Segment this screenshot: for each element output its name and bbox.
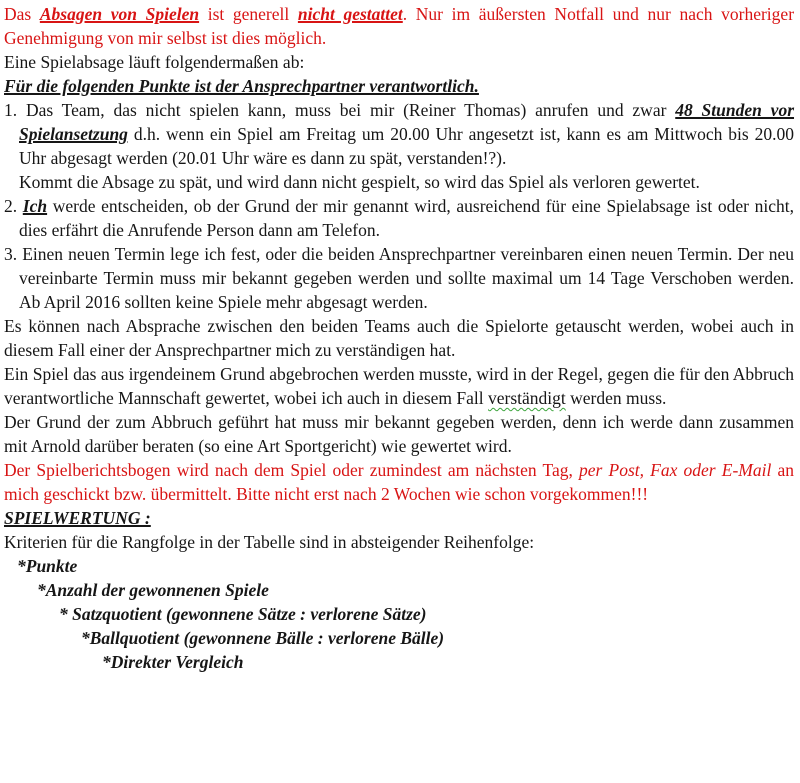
text-run: Eine Spielabsage läuft folgendermaßen ab: bbox=[4, 52, 305, 72]
text-run: 48 Stunden vor Spielansetzung bbox=[19, 100, 795, 144]
paragraph-venue-swap bbox=[4, 314, 794, 362]
paragraph-ranking-criteria-intro bbox=[4, 530, 794, 554]
criteria-item-satzquotient bbox=[4, 602, 794, 626]
text-run: 3. Einen neuen Termin lege ich fest, oder die beiden Ansprechpartner vereinbaren einen neuen Termin. Der neu vereinbarte Termin muss mir bekannt gegeben werden und sollte maximal um 14 Tage Verschoben werden. Ab April 2016 sollten keine Spiele mehr abgesagt werden. bbox=[4, 244, 794, 312]
list-item-3-new-date bbox=[4, 242, 794, 314]
text-run: an mich geschickt bzw. übermittelt. Bitte nicht erst nach 2 Wochen wie schon vorgekommen!!! bbox=[4, 460, 795, 504]
text-run: Das bbox=[4, 4, 40, 24]
text-run: *Ballquotient (gewonnene Bälle : verlorene Bälle) bbox=[81, 628, 445, 648]
list-item-1-call-deadline bbox=[4, 98, 794, 194]
text-run: nicht gestattet bbox=[297, 4, 403, 24]
text-run: Kriterien für die Rangfolge in der Tabelle sind in absteigender Reihenfolge: bbox=[4, 532, 535, 552]
text-run: verständigt bbox=[488, 388, 566, 408]
text-run: Ein Spiel das aus irgendeinem Grund abgebrochen werden musste, wird in der Regel, gegen die für den Abbruch verantwortliche Mannschaft gewertet, wobei ich auch in diesem Fall bbox=[4, 364, 794, 408]
text-run: ist generell bbox=[199, 4, 298, 24]
text-run: 1. Das Team, das nicht spielen kann, muss bei mir (Reiner Thomas) anrufen und zwar bbox=[4, 100, 676, 120]
text-run: werden muss. bbox=[565, 388, 667, 408]
text-run: Der Grund der zum Abbruch geführt hat muss mir bekannt gegeben werden, denn ich werde dann zusammen mit Arnold darüber beraten (so eine Art Sportgericht) wie gewertet wird. bbox=[4, 412, 794, 456]
paragraph-procedure-intro bbox=[4, 50, 794, 74]
criteria-item-gewonnene-spiele bbox=[4, 578, 794, 602]
text-run: Für die folgenden Punkte ist der Ansprechpartner verantwortlich. bbox=[4, 76, 479, 96]
text-run: per Post, Fax oder E-Mail bbox=[579, 460, 772, 480]
text-run: Ich bbox=[22, 196, 48, 216]
text-run: d.h. wenn ein Spiel am Freitag um 20.00 Uhr angesetzt ist, kann es am Mittwoch bis 20.00 Uhr abgesagt werden (20.01 Uhr wäre es dann zu spät, verstanden!?). bbox=[19, 124, 794, 168]
criteria-item-direkter-vergleich bbox=[4, 650, 794, 674]
text-run: . Nur im äußersten Notfall und nur nach vorheriger Genehmigung von mir selbst ist dies möglich. bbox=[4, 4, 795, 48]
text-run: 2. bbox=[4, 196, 23, 216]
text-run: Der Spielberichtsbogen wird nach dem Spiel oder zumindest am nächsten Tag, bbox=[4, 460, 580, 480]
text-run: *Direkter Vergleich bbox=[102, 652, 244, 672]
text-run: * Satzquotient (gewonnene Sätze : verlorene Sätze) bbox=[59, 604, 427, 624]
text-run: SPIELWERTUNG : bbox=[4, 508, 151, 528]
criteria-item-ballquotient bbox=[4, 626, 794, 650]
paragraph-match-report-note bbox=[4, 458, 794, 506]
section-heading-spielwertung bbox=[4, 506, 794, 530]
text-run: *Anzahl der gewonnenen Spiele bbox=[37, 580, 269, 600]
text-run: Kommt die Absage zu spät, und wird dann nicht gespielt, so wird das Spiel als verloren gewertet. bbox=[19, 172, 700, 192]
text-run: werde entscheiden, ob der Grund der mir genannt wird, ausreichend für eine Spielabsage ist oder nicht, dies erfährt die Anrufende Person dann am Telefon. bbox=[19, 196, 794, 240]
paragraph-responsibility-note bbox=[4, 74, 794, 98]
text-run: Absagen von Spielen bbox=[39, 4, 200, 24]
criteria-item-punkte bbox=[4, 554, 794, 578]
paragraph-cancellation-warning bbox=[4, 2, 794, 50]
text-run: Es können nach Absprache zwischen den beiden Teams auch die Spielorte getauscht werden, wobei auch in diesem Fall einer der Ansprechpartner mich zu verständigen hat. bbox=[4, 316, 794, 360]
text-run: *Punkte bbox=[17, 556, 78, 576]
list-item-2-decision bbox=[4, 194, 794, 242]
paragraph-aborted-game bbox=[4, 362, 794, 458]
